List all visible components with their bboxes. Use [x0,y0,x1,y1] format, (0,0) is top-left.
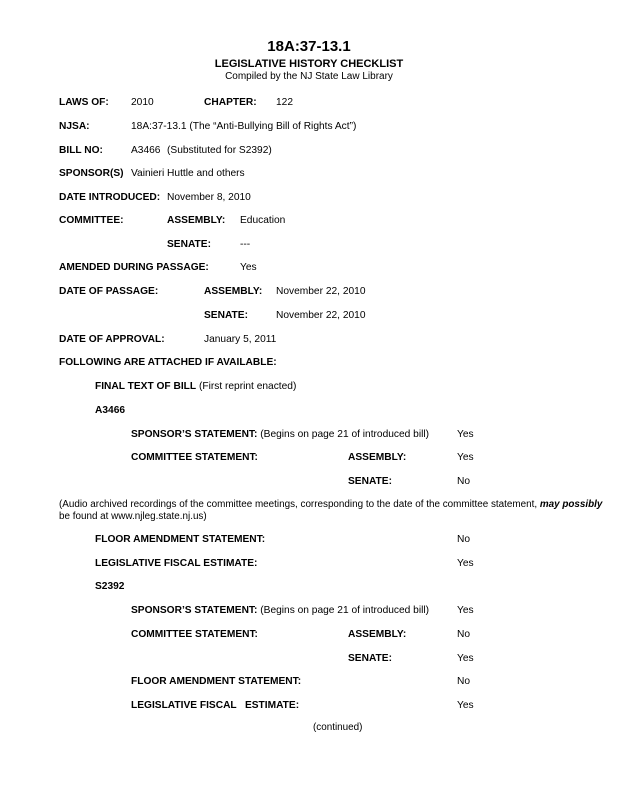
a3466-heading: A3466 [95,405,126,416]
s2392-floor-label: FLOOR AMENDMENT STATEMENT: [131,676,302,687]
audio-note-line2: be found at www.njleg.state.nj.us) [59,511,207,522]
sponsors-label: SPONSOR(S) [59,168,124,179]
passage-senate-value: November 22, 2010 [276,310,366,321]
attached-heading: FOLLOWING ARE ATTACHED IF AVAILABLE: [59,357,277,368]
page-title: 18A:37-13.1 [267,38,351,55]
s2392-sponsor-statement-note: (Begins on page 21 of introduced bill) [260,605,430,616]
s2392-senate-label: SENATE: [348,653,392,664]
s2392-assembly-label: ASSEMBLY: [348,629,407,640]
final-text-label: FINAL TEXT OF BILL [95,381,197,392]
s2392-sponsor-statement-label: SPONSOR’S STATEMENT: [131,605,258,616]
s2392-sponsor-statement-row [131,605,429,617]
chapter-value: 122 [276,97,293,108]
laws-of-label: LAWS OF: [59,97,109,108]
committee-senate-label: SENATE: [167,239,211,250]
s2392-fiscal-value: Yes [457,700,474,711]
amended-value: Yes [240,262,257,273]
continued-note: (continued) [313,722,363,733]
njsa-label: NJSA: [59,121,90,132]
a3466-assembly-value: Yes [457,452,474,463]
a3466-senate-value: No [457,476,471,487]
laws-of-value: 2010 [131,97,154,108]
bill-no-value: A3466 [131,145,161,156]
final-text-note: (First reprint enacted) [198,381,297,392]
committee-senate-value: --- [240,239,251,250]
page-subtitle: LEGISLATIVE HISTORY CHECKLIST [214,58,404,70]
chapter-label: CHAPTER: [204,97,257,108]
final-text-row [95,381,296,393]
s2392-fiscal-label: LEGISLATIVE FISCAL ESTIMATE: [131,700,300,711]
amended-label: AMENDED DURING PASSAGE: [59,262,209,273]
committee-assembly-value: Education [240,215,286,226]
a3466-fiscal-label: LEGISLATIVE FISCAL ESTIMATE: [95,558,258,569]
a3466-fiscal-value: Yes [457,558,474,569]
njsa-value: 18A:37-13.1 (The “Anti-Bullying Bill of Rights Act”) [131,121,357,132]
s2392-sponsor-statement-value: Yes [457,605,474,616]
compiled-by: Compiled by the NJ State Law Library [225,71,393,82]
audio-note-part1: (Audio archived recordings of the committee meetings, corresponding to the date of the committee statement, [59,499,540,510]
bill-no-note: (Substituted for S2392) [167,145,272,156]
a3466-assembly-label: ASSEMBLY: [348,452,407,463]
a3466-sponsor-statement-row [131,429,429,441]
a3466-sponsor-statement-note: (Begins on page 21 of introduced bill) [260,429,430,440]
passage-senate-label: SENATE: [204,310,248,321]
committee-label: COMMITTEE: [59,215,124,226]
a3466-senate-label: SENATE: [348,476,392,487]
sponsors-value: Vainieri Huttle and others [131,168,245,179]
s2392-assembly-value: No [457,629,471,640]
a3466-sponsor-statement-value: Yes [457,429,474,440]
bill-no-label: BILL NO: [59,145,103,156]
a3466-committee-statement-label: COMMITTEE STATEMENT: [131,452,258,463]
date-introduced-label: DATE INTRODUCED: [59,192,161,203]
a3466-sponsor-statement-label: SPONSOR’S STATEMENT: [131,429,258,440]
audio-note-emphasis: may possibly [539,499,603,510]
passage-assembly-label: ASSEMBLY: [204,286,263,297]
date-of-approval-label: DATE OF APPROVAL: [59,334,165,345]
s2392-heading: S2392 [95,581,125,592]
s2392-senate-value: Yes [457,653,474,664]
date-of-passage-label: DATE OF PASSAGE: [59,286,159,297]
s2392-floor-value: No [457,676,471,687]
passage-assembly-value: November 22, 2010 [276,286,366,297]
date-introduced-value: November 8, 2010 [167,192,251,203]
a3466-floor-label: FLOOR AMENDMENT STATEMENT: [95,534,266,545]
a3466-floor-value: No [457,534,471,545]
committee-assembly-label: ASSEMBLY: [167,215,226,226]
date-of-approval-value: January 5, 2011 [204,334,277,345]
audio-note-line1 [59,499,602,511]
s2392-committee-statement-label: COMMITTEE STATEMENT: [131,629,258,640]
